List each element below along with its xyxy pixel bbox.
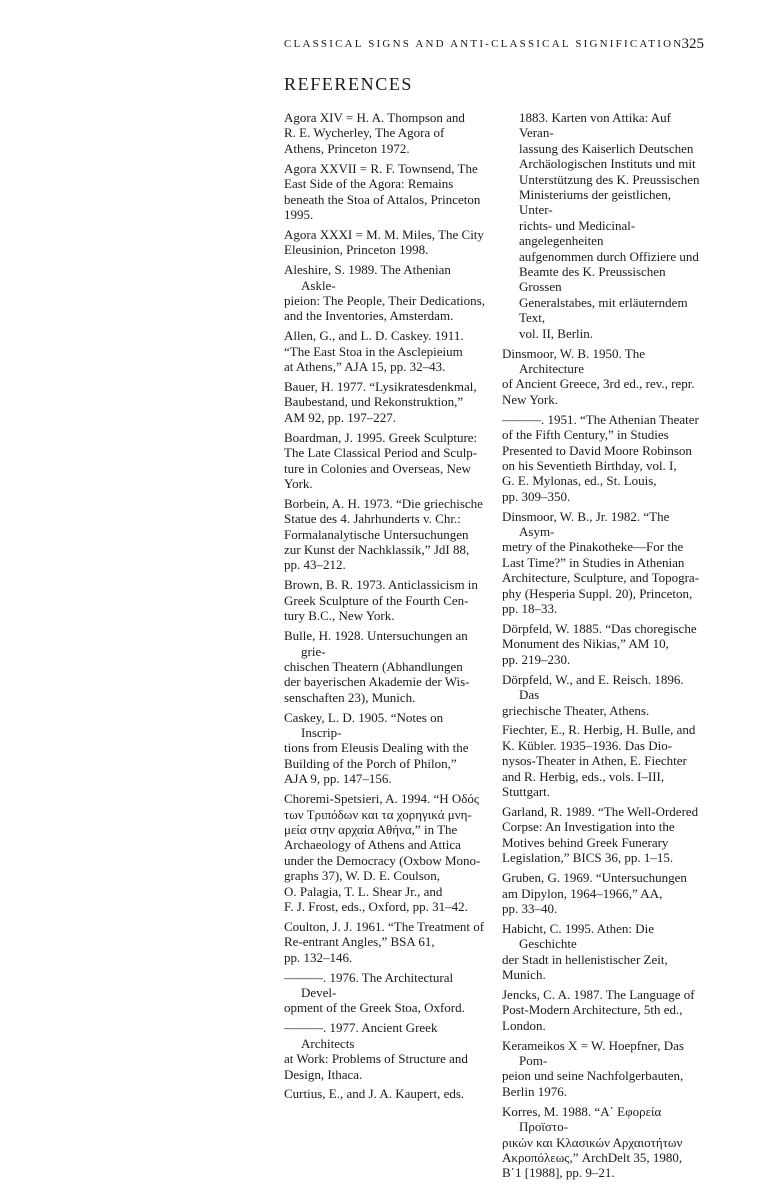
reference-line: ture in Colonies and Overseas, New — [284, 460, 472, 476]
section-heading: REFERENCES — [284, 74, 414, 94]
reference-entry — [502, 672, 704, 718]
reference-line: Boardman, J. 1995. Greek Sculpture: — [284, 429, 478, 445]
reference-line: Curtius, E., and J. A. Kaupert, eds. — [284, 1086, 465, 1102]
reference-entry — [502, 412, 704, 504]
reference-line: of Ancient Greece, 3rd ed., rev., repr. — [502, 376, 695, 392]
reference-line: beneath the Stoa of Attalos, Princeton — [284, 191, 481, 207]
reference-line: Kerameikos X = W. Hoepfner, Das Pom- — [502, 1037, 684, 1069]
reference-line: richts- und Medicinal-angelegenheiten — [519, 217, 636, 249]
reference-line: pp. 309–350. — [502, 488, 571, 504]
reference-line: griechische Theater, Athens. — [502, 702, 650, 718]
reference-line: Β΄1 [1988], pp. 9–21. — [502, 1165, 615, 1181]
reference-line: Munich. — [502, 967, 546, 983]
reference-line: Garland, R. 1989. “The Well-Ordered — [502, 803, 699, 819]
reference-line: pp. 33–40. — [502, 900, 558, 916]
reference-entry — [284, 970, 486, 1016]
reference-line: lassung des Kaiserlich Deutschen — [519, 140, 694, 156]
reference-line: ———. 1977. Ancient Greek Architects — [284, 1020, 438, 1051]
running-title: CLASSICAL SIGNS AND ANTI-CLASSICAL SIGNIFICATION — [284, 38, 684, 50]
reference-line: phy (Hesperia Suppl. 20), Princeton, — [502, 585, 693, 601]
reference-line: F. J. Frost, eds., Oxford, pp. 31–42. — [284, 899, 468, 914]
reference-line: pp. 219–230. — [502, 651, 571, 667]
reference-line: Coulton, J. J. 1961. “The Treatment of — [284, 918, 485, 934]
reference-line: Borbein, A. H. 1973. “Die griechische — [284, 495, 483, 511]
reference-line: zur Kunst der Nachklassik,” JdI 88, — [284, 542, 470, 558]
reference-line: Choremi-Spetsieri, A. 1994. “Η Οδός — [284, 791, 480, 807]
reference-line: Presented to David Moore Robinson — [502, 442, 692, 458]
reference-line: chischen Theatern (Abhandlungen — [284, 658, 463, 674]
reference-line: Greek Sculpture of the Fourth Cen- — [284, 592, 469, 608]
reference-line: on his Seventieth Birthday, vol. I, — [502, 457, 677, 473]
reference-line: at Athens,” AJA 15, pp. 32–43. — [284, 359, 446, 375]
reference-line: der bayerischen Akademie der Wis- — [284, 674, 470, 690]
reference-entry — [284, 328, 486, 374]
reference-line: Archäologischen Instituts und mit — [519, 156, 696, 172]
reference-line: tury B.C., New York. — [284, 608, 395, 624]
reference-line: Eleusinion, Princeton 1998. — [284, 242, 429, 258]
reference-line: Dinsmoor, W. B. 1950. The Architecture — [502, 345, 645, 376]
reference-line: 1995. — [284, 206, 314, 222]
reference-line: των Τριπόδων και τα χορηγικά μνη- — [284, 806, 472, 822]
reference-line: Habicht, C. 1995. Athen: Die Geschichte — [502, 920, 655, 952]
reference-line: Monument des Nikias,” AM 10, — [502, 636, 669, 652]
reference-entry — [502, 921, 704, 983]
reference-line: Formalanalytische Untersuchungen — [284, 526, 469, 542]
reference-line: and the Inventories, Amsterdam. — [284, 308, 454, 324]
reference-line: Agora XXVII = R. F. Townsend, The — [284, 160, 478, 176]
reference-line: graphs 37), W. D. E. Coulson, — [284, 868, 440, 884]
reference-entry — [284, 791, 486, 914]
reference-line: York. — [284, 475, 313, 491]
reference-line: Gruben, G. 1969. “Untersuchungen — [502, 870, 687, 886]
reference-line: opment of the Greek Stoa, Oxford. — [284, 1000, 465, 1016]
reference-line: der Stadt in hellenistischer Zeit, — [502, 951, 668, 967]
reference-line: Berlin 1976. — [502, 1083, 567, 1099]
reference-line: Stuttgart. — [502, 784, 551, 800]
reference-line: aufgenommen durch Offiziere und — [519, 248, 699, 264]
reference-line: Bauer, H. 1977. “Lysikratesdenkmal, — [284, 379, 477, 394]
reference-entry — [284, 1020, 486, 1082]
reference-line: Ακροπόλεως,” ArchDelt 35, 1980, — [502, 1150, 683, 1165]
reference-line: Caskey, L. D. 1905. “Notes on Inscrip- — [284, 709, 444, 741]
reference-line: Aleshire, S. 1989. The Athenian Askle- — [284, 262, 451, 293]
reference-line: pp. 18–33. — [502, 601, 558, 617]
reference-entry — [284, 110, 486, 156]
reference-line: metry of the Pinakotheke—For the — [502, 539, 684, 555]
reference-entry — [284, 577, 486, 623]
reference-line: Agora XXXI = M. M. Miles, The City — [284, 226, 484, 242]
reference-line: am Dipylon, 1964–1966,” AA, — [502, 885, 663, 901]
reference-line: Unterstützung des K. Preussischen — [519, 171, 700, 187]
reference-line: East Side of the Agora: Remains — [284, 176, 454, 192]
reference-line: “The East Stoa in the Asclepieium — [284, 343, 463, 359]
reference-line: Dörpfeld, W. 1885. “Das choregische — [502, 621, 697, 636]
reference-entry — [284, 430, 486, 492]
reference-entry — [284, 628, 486, 705]
reference-line: The Late Classical Period and Sculp- — [284, 445, 478, 461]
reference-line: Beamte des K. Preussischen Grossen — [519, 264, 666, 295]
reference-line: Allen, G., and L. D. Caskey. 1911. — [284, 328, 464, 344]
reference-entry — [502, 346, 704, 408]
reference-line: pp. 43–212. — [284, 557, 346, 573]
reference-line: ———. 1951. “The Athenian Theater — [502, 411, 699, 427]
reference-line: Dörpfeld, W., and E. Reisch. 1896. Das — [502, 671, 684, 703]
reference-entry — [284, 161, 486, 223]
reference-line: tions from Eleusis Dealing with the — [284, 740, 469, 756]
reference-entry — [502, 722, 704, 799]
reference-line: under the Democracy (Oxbow Mono- — [284, 852, 481, 868]
reference-entry — [284, 379, 486, 425]
reference-line: Dinsmoor, W. B., Jr. 1982. “The Asym- — [502, 508, 670, 540]
reference-line: Bulle, H. 1928. Untersuchungen an grie- — [284, 628, 468, 659]
reference-line: G. E. Mylonas, ed., St. Louis, — [502, 473, 657, 489]
reference-entry — [284, 262, 486, 324]
reference-entry — [502, 870, 704, 916]
reference-line: Korres, M. 1988. “Α΄ Εφορεία Προϊστο- — [502, 1103, 662, 1135]
reference-line: Ministeriums der geistlichen, Unter- — [519, 187, 672, 218]
references-left-column — [284, 110, 486, 1106]
reference-line: pieion: The People, Their Dedications, — [284, 292, 485, 308]
reference-line: and R. Herbig, eds., vols. I–III, — [502, 768, 665, 784]
reference-line: Baubestand, und Rekonstruktion,” — [284, 394, 464, 410]
page-number: 325 — [681, 36, 704, 52]
reference-entry — [284, 227, 486, 258]
reference-line: Design, Ithaca. — [284, 1066, 363, 1082]
reference-line: R. E. Wycherley, The Agora of — [284, 125, 445, 141]
reference-line: AJA 9, pp. 147–156. — [284, 771, 392, 787]
reference-line: Agora XIV = H. A. Thompson and — [284, 110, 465, 125]
reference-line: Re-entrant Angles,” BSA 61, — [284, 934, 435, 950]
reference-entry — [502, 110, 704, 341]
reference-line: peion und seine Nachfolgerbauten, — [502, 1068, 684, 1084]
reference-line: Fiechter, E., R. Herbig, H. Bulle, and — [502, 722, 696, 738]
reference-line: AM 92, pp. 197–227. — [284, 409, 396, 425]
reference-line: senschaften 23), Munich. — [284, 689, 416, 705]
reference-line: Building of the Porch of Philon,” — [284, 755, 457, 771]
reference-line: Legislation,” BICS 36, pp. 1–15. — [502, 850, 674, 866]
reference-line: μεία στην αρχαία Αθήνα,” in The — [284, 821, 458, 837]
reference-line: pp. 132–146. — [284, 949, 353, 965]
reference-line: ———. 1976. The Architectural Devel- — [284, 969, 454, 1001]
reference-line: New York. — [502, 391, 558, 407]
reference-line: Statue des 4. Jahrhunderts v. Chr.: — [284, 511, 461, 527]
reference-entry — [502, 509, 704, 617]
reference-line: ρικών και Κλασικών Αρχαιοτήτων — [502, 1134, 683, 1150]
reference-line: K. Kübler. 1935–1936. Das Dio- — [502, 737, 673, 753]
reference-line: at Work: Problems of Structure and — [284, 1051, 468, 1067]
reference-line: Brown, B. R. 1973. Anticlassicism in — [284, 577, 478, 593]
reference-entry — [284, 496, 486, 573]
reference-line: of the Fifth Century,” in Studies — [502, 427, 669, 443]
reference-line: Archaeology of Athens and Attica — [284, 837, 461, 853]
reference-line: Post-Modern Architecture, 5th ed., — [502, 1002, 683, 1018]
reference-line: vol. II, Berlin. — [519, 325, 594, 341]
reference-entry — [284, 919, 486, 965]
reference-entry — [502, 1104, 704, 1181]
reference-line: Motives behind Greek Funerary — [502, 834, 669, 850]
reference-line: Corpse: An Investigation into the — [502, 819, 675, 835]
reference-entry — [502, 804, 704, 866]
reference-entry — [502, 987, 704, 1033]
reference-entry — [284, 1086, 486, 1101]
reference-line: Athens, Princeton 1972. — [284, 140, 410, 156]
reference-line: 1883. Karten von Attika: Auf Veran- — [519, 110, 672, 141]
reference-line: Jencks, C. A. 1987. The Language of — [502, 986, 695, 1002]
reference-line: O. Palagia, T. L. Shear Jr., and — [284, 883, 443, 899]
reference-entry — [502, 621, 704, 667]
reference-line: Architecture, Sculpture, and Topogra- — [502, 570, 700, 586]
reference-line: Generalstabes, mit erläuterndem Text, — [519, 294, 688, 326]
reference-line: nysos-Theater in Athen, E. Fiechter — [502, 753, 687, 769]
reference-line: Last Time?” in Studies in Athenian — [502, 554, 685, 570]
reference-entry — [502, 1038, 704, 1100]
reference-entry — [284, 710, 486, 787]
reference-line: London. — [502, 1017, 546, 1033]
